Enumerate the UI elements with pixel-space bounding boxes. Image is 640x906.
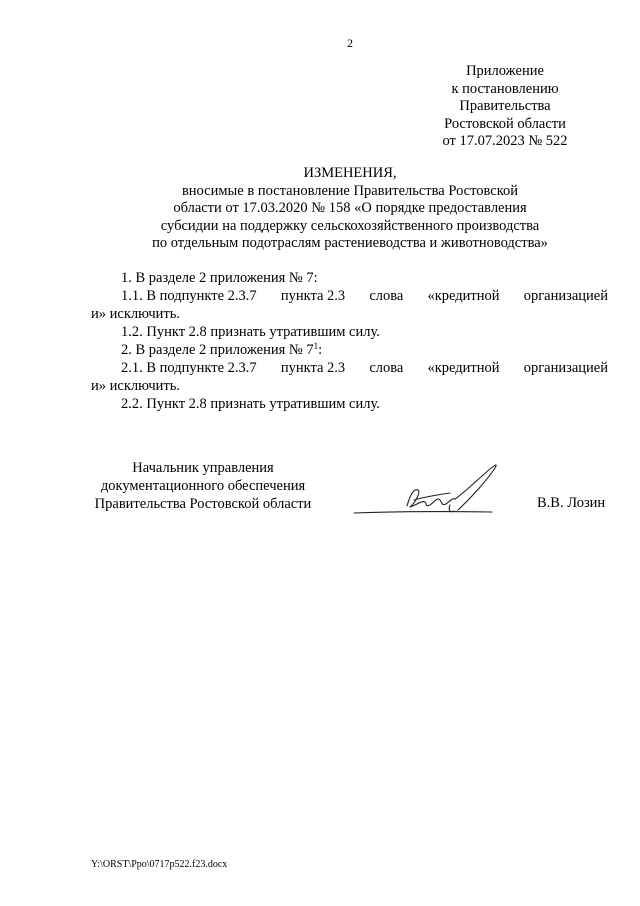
- paragraph-1-2: 1.2. Пункт 2.8 признать утратившим силу.: [121, 324, 380, 340]
- position-line: Правительства Ростовской области: [94, 496, 312, 512]
- signatory-position: [88, 459, 318, 513]
- appendix-line: к постановлению: [451, 80, 559, 97]
- file-path: Y:\ORST\Ppo\0717p522.f23.docx: [91, 859, 228, 870]
- word: организацией: [523, 360, 608, 376]
- paragraph-2-text: 2. В разделе 2 приложения № 7: [121, 342, 314, 358]
- word: «кредитной: [427, 288, 500, 304]
- title-line: области от 17.03.2020 № 158 «О порядке предоставления: [173, 200, 527, 216]
- word: 1.1. В подпункте 2.3.7: [121, 288, 257, 304]
- signatory-name: В.В. Лозин: [537, 495, 606, 511]
- paragraph-2-1: [91, 359, 608, 377]
- word: пункта 2.3: [280, 288, 346, 304]
- title-line: по отдельным подотраслям растениеводства и животноводства»: [152, 235, 548, 251]
- appendix-line: Ростовской области: [444, 115, 566, 132]
- paragraph-2: [91, 341, 608, 359]
- position-line: документационного обеспечения: [100, 478, 306, 494]
- title-line: субсидии на поддержку сельскохозяйственного производства: [160, 217, 540, 234]
- document-body: [91, 269, 608, 413]
- appendix-line: Приложение: [466, 63, 544, 79]
- word: «кредитной: [427, 360, 500, 376]
- appendix-line: Правительства: [459, 98, 551, 114]
- superscript: 1: [313, 341, 319, 351]
- title-line: вносимые в постановление Правительства Ростовской: [181, 182, 519, 199]
- paragraph-1: 1. В разделе 2 приложения № 7:: [121, 270, 318, 286]
- appendix-line: от 17.07.2023 № 522: [442, 133, 568, 149]
- paragraph-1-1: [91, 287, 608, 305]
- word: 2.1. В подпункте 2.3.7: [121, 360, 257, 376]
- word: слова: [369, 360, 404, 376]
- word: пункта 2.3: [280, 360, 346, 376]
- paragraph-2-1-end: и» исключить.: [91, 378, 181, 394]
- paragraph-2-2: 2.2. Пункт 2.8 признать утратившим силу.: [121, 396, 380, 412]
- position-line: Начальник управления: [132, 460, 274, 476]
- title-heading: ИЗМЕНЕНИЯ,: [303, 165, 397, 181]
- paragraph-2-colon: :: [318, 342, 323, 358]
- word: организацией: [523, 288, 608, 304]
- paragraph-1-1-end: и» исключить.: [91, 306, 181, 322]
- page-number: 2: [347, 36, 353, 50]
- appendix-header: [430, 63, 580, 151]
- word: слова: [369, 288, 404, 304]
- document-title: [100, 165, 600, 253]
- handwritten-signature: [352, 455, 502, 523]
